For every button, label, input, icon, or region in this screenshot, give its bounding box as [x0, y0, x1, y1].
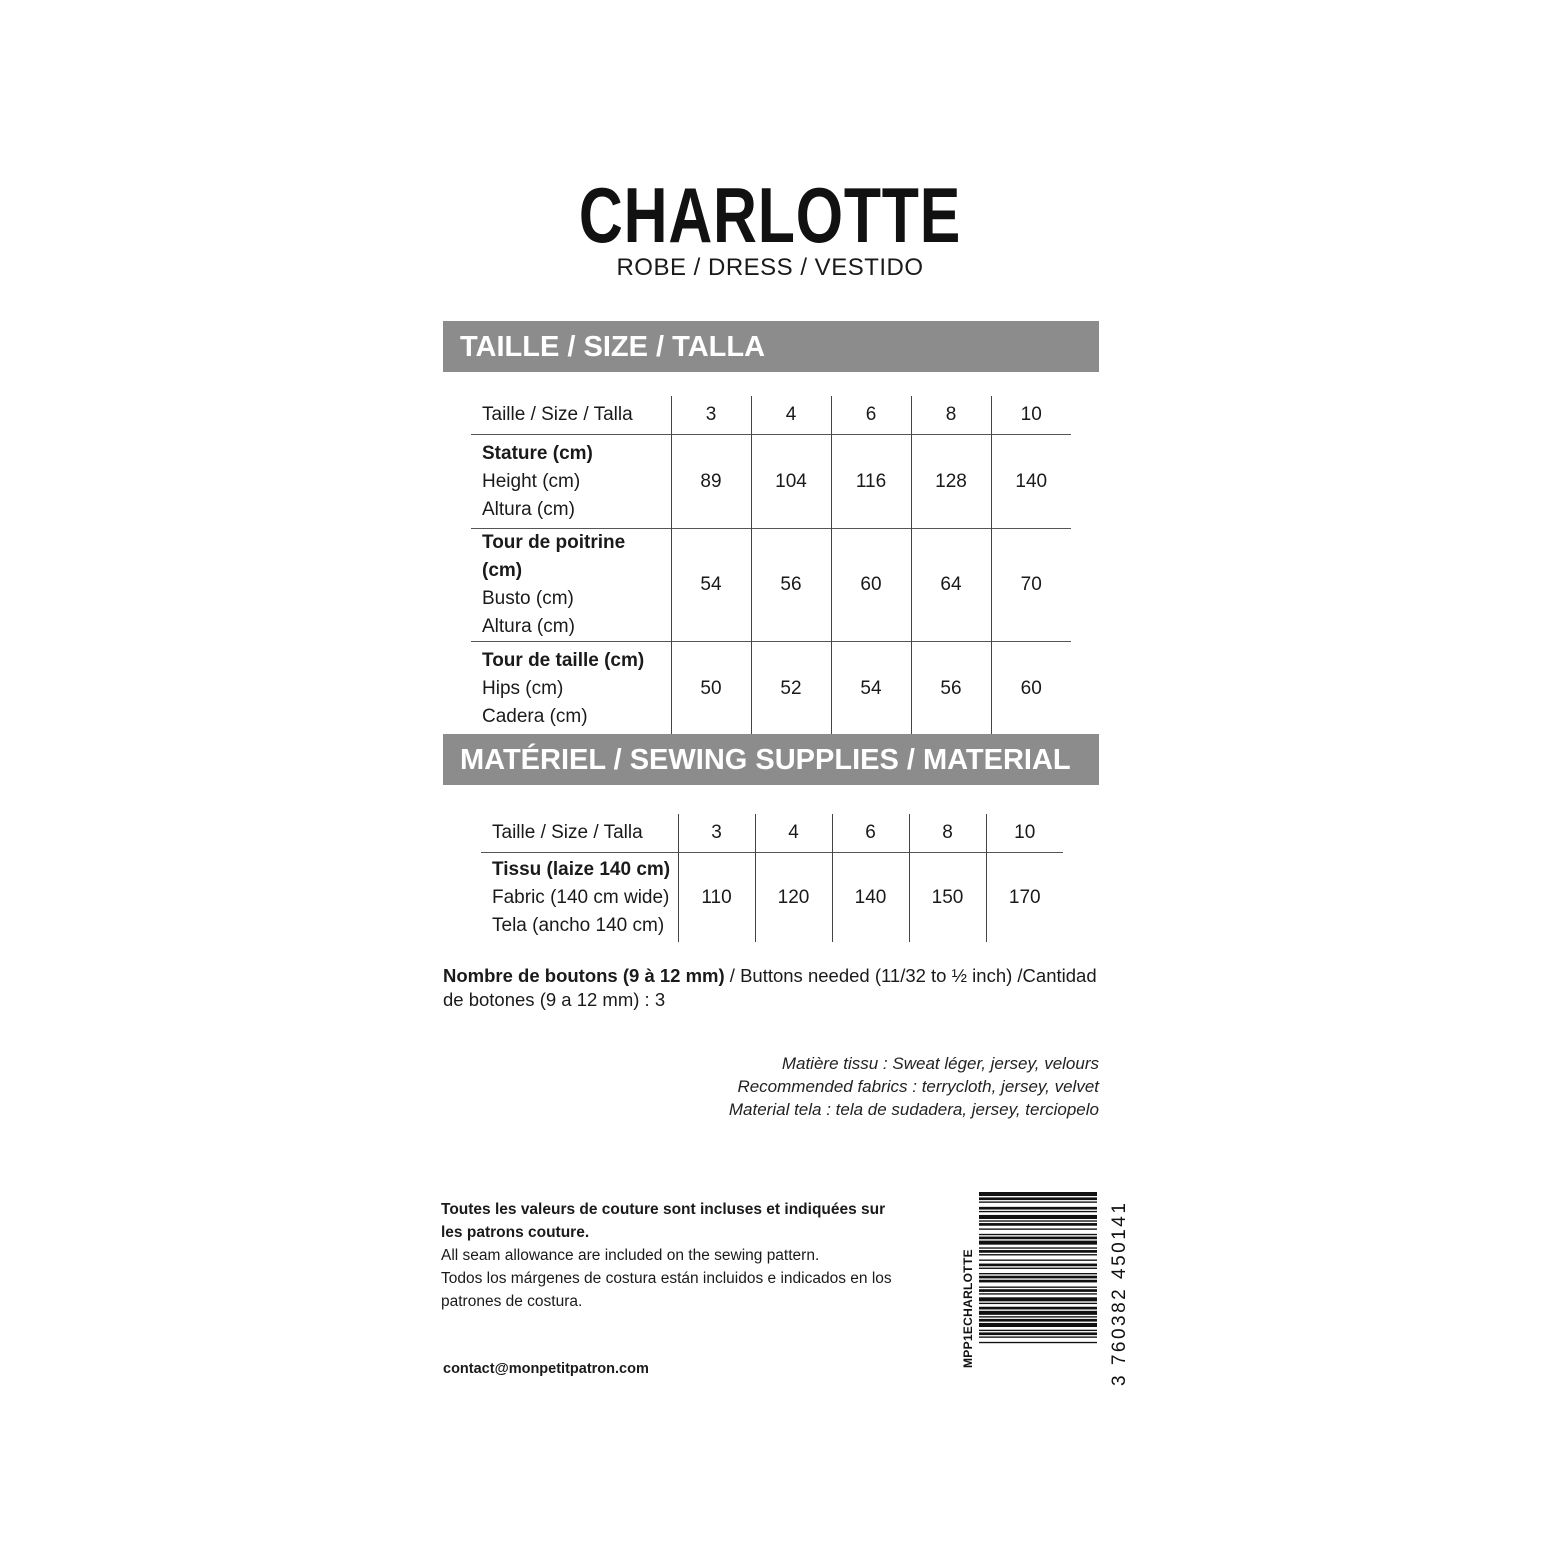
size-section-heading: TAILLE / SIZE / TALLA — [443, 321, 1099, 372]
fabrics-line-es: Material tela : tela de sudadera, jersey, terciopelo — [728, 1100, 1099, 1119]
seam-note-en: All seam allowance are included on the sewing pattern. — [441, 1247, 820, 1264]
row-label-es: Altura (cm) — [482, 498, 575, 520]
row-label-en: Fabric (140 cm wide) — [492, 886, 670, 908]
barcode-number: 3 760382 450141 — [1109, 1200, 1130, 1386]
barcode-bar — [979, 1303, 1097, 1304]
row-label-es: Tela (ancho 140 cm) — [492, 914, 665, 936]
barcode-bar — [979, 1201, 1097, 1202]
buttons-note-bold: Nombre de boutons (9 à 12 mm) — [443, 965, 725, 986]
barcode-bar — [979, 1319, 1097, 1322]
barcode-bar — [979, 1192, 1097, 1196]
size-header-cell: 4 — [751, 396, 831, 435]
size-table-header-label: Taille / Size / Talla — [482, 404, 633, 425]
barcode-bar — [979, 1332, 1097, 1335]
barcode-bar — [979, 1323, 1097, 1327]
barcode-bar — [979, 1330, 1097, 1331]
seam-allowance-note — [441, 1198, 911, 1313]
barcode-bar — [979, 1289, 1097, 1292]
row-label-fr: Tissu (laize 140 cm) — [492, 858, 671, 880]
size-header-cell: 8 — [911, 396, 991, 435]
barcode-bar — [979, 1197, 1097, 1200]
barcode-bar — [979, 1311, 1097, 1315]
barcode-bar — [979, 1260, 1097, 1261]
barcode-bar — [979, 1223, 1097, 1226]
table-cell: 150 — [909, 853, 986, 943]
size-header-cell: 10 — [991, 396, 1071, 435]
row-label-es: Cadera (cm) — [482, 705, 588, 727]
fabric-row — [481, 853, 1063, 943]
barcode-sku: MPP1ECHARLOTTE — [961, 1249, 975, 1368]
supplies-table-header-label: Taille / Size / Talla — [492, 822, 643, 843]
contact-email: contact@monpetitpatron.com — [443, 1361, 649, 1377]
table-cell: 52 — [751, 642, 831, 736]
size-table — [471, 396, 1071, 735]
barcode-bar — [979, 1234, 1097, 1235]
pattern-subtitle: ROBE / DRESS / VESTIDO — [616, 254, 924, 281]
table-cell: 60 — [991, 642, 1071, 736]
size-header-cell: 4 — [755, 814, 832, 853]
barcode-bar — [979, 1293, 1097, 1294]
row-label — [471, 642, 671, 736]
row-label — [481, 853, 678, 943]
barcode-bar — [979, 1228, 1097, 1229]
barcode-bar — [979, 1207, 1097, 1210]
row-label-fr: Tour de poitrine (cm) — [482, 532, 626, 581]
barcode-bar — [979, 1268, 1097, 1269]
row-label — [471, 529, 671, 642]
barcode-bar — [979, 1273, 1097, 1274]
height-row — [471, 435, 1071, 529]
buttons-note-rest: / Buttons needed (11/32 to ½ inch) /Cantidad de botones (9 a 12 mm) : 3 — [443, 965, 1097, 1010]
barcode-bar — [979, 1316, 1097, 1317]
barcode-bar — [979, 1342, 1097, 1343]
row-label-en: Hips (cm) — [482, 677, 564, 699]
waist-row — [471, 642, 1071, 736]
row-label-es: Altura (cm) — [482, 616, 575, 637]
table-cell: 128 — [911, 435, 991, 529]
supplies-table — [481, 814, 1063, 942]
barcode-bar — [979, 1237, 1097, 1240]
table-cell: 170 — [986, 853, 1063, 943]
barcode — [953, 1186, 1113, 1386]
table-cell: 56 — [751, 529, 831, 642]
table-cell: 60 — [831, 529, 911, 642]
size-table-header-row — [471, 396, 1071, 435]
table-cell: 70 — [991, 529, 1071, 642]
table-cell: 54 — [671, 529, 751, 642]
barcode-bar — [979, 1241, 1097, 1245]
row-label-fr: Stature (cm) — [482, 442, 593, 464]
supplies-section-heading: MATÉRIEL / SEWING SUPPLIES / MATERIAL — [443, 734, 1099, 785]
table-cell: 116 — [831, 435, 911, 529]
barcode-bar — [979, 1254, 1097, 1255]
barcode-bar — [979, 1215, 1097, 1219]
table-cell: 110 — [678, 853, 755, 943]
table-cell: 120 — [755, 853, 832, 943]
barcode-bar — [979, 1211, 1097, 1212]
size-header-cell: 3 — [678, 814, 755, 853]
barcode-bar — [979, 1276, 1097, 1279]
recommended-fabrics-note — [660, 1052, 1099, 1121]
table-cell: 54 — [831, 642, 911, 736]
pattern-title: CHARLOTTE — [578, 171, 962, 259]
barcode-bar — [979, 1250, 1097, 1253]
table-cell: 140 — [991, 435, 1071, 529]
table-cell: 50 — [671, 642, 751, 736]
fabrics-line-en: Recommended fabrics : terrycloth, jersey, velvet — [737, 1077, 1099, 1096]
seam-note-fr: Toutes les valeurs de couture sont incluses et indiquées sur les patrons couture. — [441, 1201, 886, 1241]
size-header-cell: 10 — [986, 814, 1063, 853]
size-header-cell: 3 — [671, 396, 751, 435]
buttons-note — [443, 964, 1103, 1012]
table-cell: 89 — [671, 435, 751, 529]
chest-row — [471, 529, 1071, 642]
barcode-bar — [979, 1307, 1097, 1310]
barcode-bar — [979, 1264, 1097, 1267]
barcode-bar — [979, 1220, 1097, 1221]
table-cell: 140 — [832, 853, 909, 943]
barcode-bar — [979, 1280, 1097, 1283]
table-cell: 64 — [911, 529, 991, 642]
table-cell: 104 — [751, 435, 831, 529]
barcode-bar — [979, 1287, 1097, 1288]
row-label-fr: Tour de taille (cm) — [482, 649, 645, 671]
size-header-cell: 6 — [831, 396, 911, 435]
size-header-cell: 8 — [909, 814, 986, 853]
fabrics-line-fr: Matière tissu : Sweat léger, jersey, velours — [781, 1054, 1099, 1073]
seam-note-es: Todos los márgenes de costura están incluidos e indicados en los patrones de costura. — [441, 1270, 892, 1310]
size-header-cell: 6 — [832, 814, 909, 853]
barcode-bar — [979, 1247, 1097, 1248]
barcode-bar — [979, 1297, 1097, 1301]
supplies-table-header-row — [481, 814, 1063, 853]
barcode-bar — [979, 1336, 1097, 1337]
row-label-en: Busto (cm) — [482, 588, 574, 609]
row-label-en: Height (cm) — [482, 470, 581, 492]
table-cell: 56 — [911, 642, 991, 736]
row-label — [471, 435, 671, 529]
